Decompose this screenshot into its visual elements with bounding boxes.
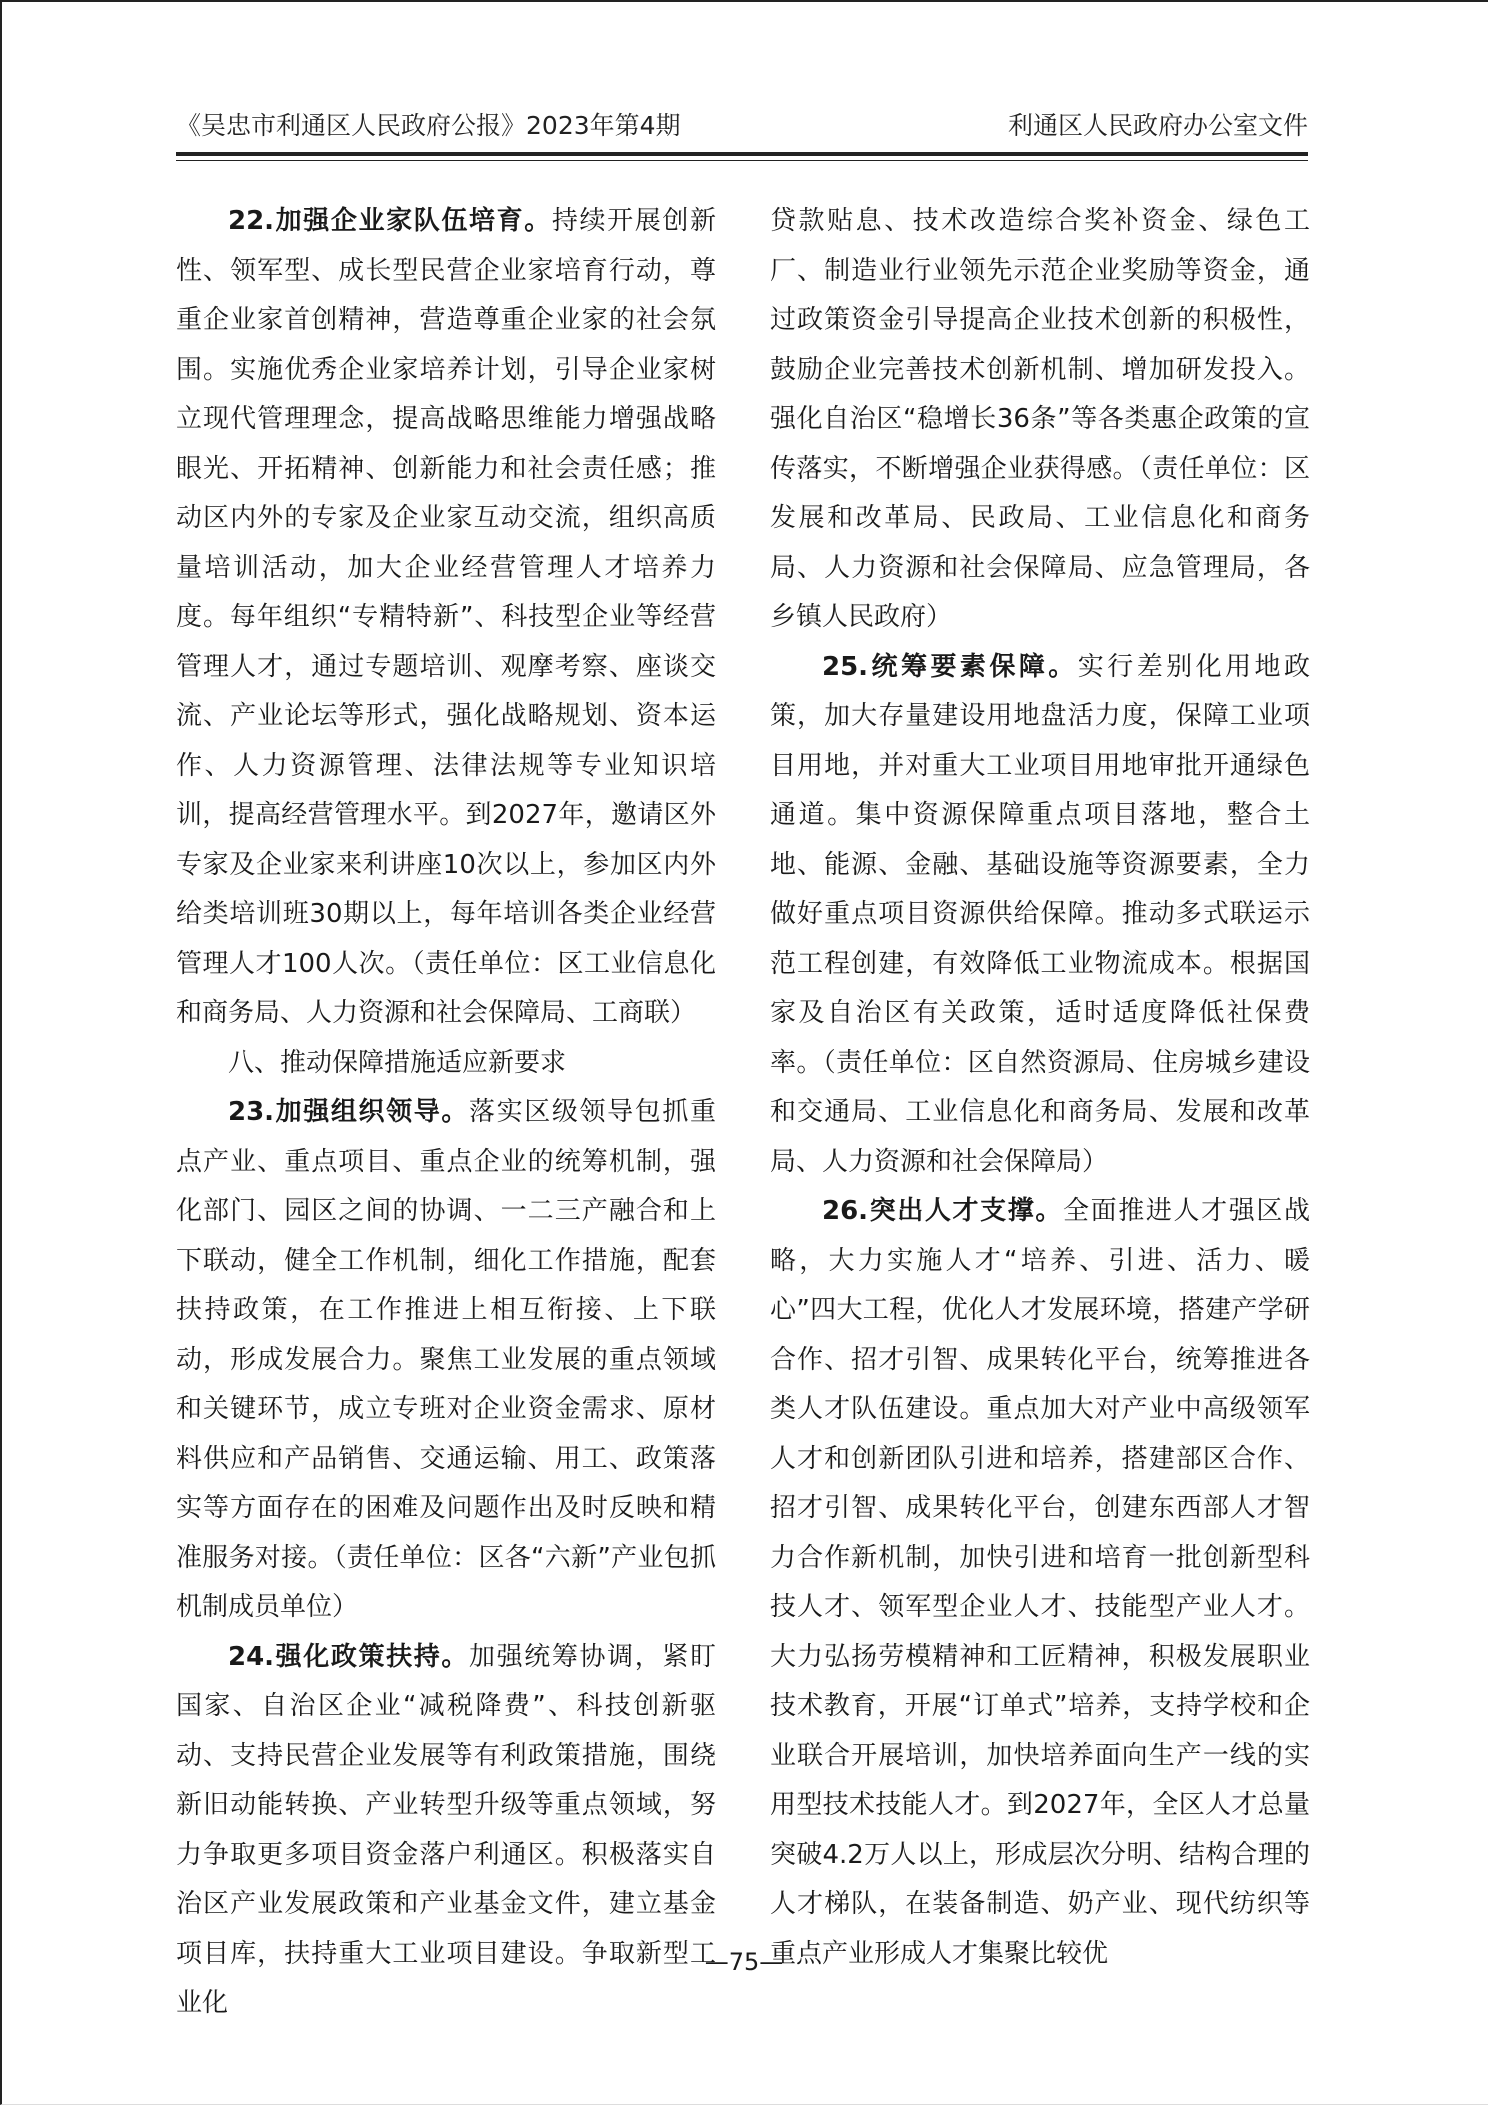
section-8-title: 八、推动保障措施适应新要求 bbox=[228, 1047, 567, 1078]
heading-23: 23.加强组织领导。 bbox=[228, 1097, 470, 1127]
paragraph-25 bbox=[770, 643, 1310, 1188]
heading-26: 26.突出人才支撑。 bbox=[822, 1196, 1064, 1226]
page-header bbox=[176, 106, 1308, 142]
paragraph-26 bbox=[770, 1187, 1310, 1979]
paragraph-26-text: 全面推进人才强区战略，大力实施人才“培养、引进、活力、暖心”四大工程，优化人才发展环境，搭建产学研合作、招才引智、成果转化平台，统筹推进各类人才队伍建设。重点加大对产业中高级领军人才和创新团队引进和培养，搭建部区合作、招才引智、成果转化平台，创建东西部人才智力合作新机制，加快引进和培育一批创新型科技人才、领军型企业人才、技能型产业人才。大力弘扬劳模精神和工匠精神，积极发展职业技术教育，开展“订单式”培养，支持学校和企业联合开展培训，加快培养面向生产一线的实用型技术技能人才。到2027年，全区人才总量突破4.2万人以上，形成层次分明、结构合理的人才梯队，在装备制造、奶产业、现代纺织等重点产业形成人才集聚比较优 bbox=[770, 1196, 1310, 1969]
heading-22: 22.加强企业家队伍培育。 bbox=[228, 206, 552, 236]
paragraph-24-continued: 贷款贴息、技术改造综合奖补资金、绿色工厂、制造业行业领先示范企业奖励等资金，通过政策资金引导提高企业技术创新的积极性，鼓励企业完善技术创新机制、增加研发投入。强化自治区“稳增长36条”等各类惠企政策的宣传落实，不断增强企业获得感。（责任单位：区发展和改革局、民政局、工业信息化和商务局、人力资源和社会保障局、应急管理局，各乡镇人民政府） bbox=[770, 206, 1310, 632]
header-publication-title: 《吴忠市利通区人民政府公报》2023年第4期 bbox=[176, 111, 681, 140]
page-number: —75— bbox=[704, 1948, 784, 1976]
header-rule-thick bbox=[176, 152, 1308, 156]
heading-25: 25.统筹要素保障。 bbox=[822, 651, 1078, 682]
header-office-name: 利通区人民政府办公室文件 bbox=[1007, 111, 1308, 140]
paragraph-22 bbox=[176, 197, 716, 1039]
paragraph-24-text: 加强统筹协调，紧盯国家、自治区企业“减税降费”、科技创新驱动、支持民营企业发展等有利政策措施，围绕新旧动能转换、产业转型升级等重点领域，努力争取更多项目资金落户利通区。积极落实自治区产业发展政策和产业基金文件，建立基金项目库，扶持重大工业项目建设。争取新型工业化 bbox=[176, 1641, 716, 2018]
header-rule-thin bbox=[176, 160, 1308, 161]
left-column bbox=[176, 197, 716, 2029]
paragraph-22-text: 持续开展创新性、领军型、成长型民营企业家培育行动，尊重企业家首创精神，营造尊重企业家的社会氛围。实施优秀企业家培养计划，引导企业家树立现代管理理念，提高战略思维能力增强战略眼光、开拓精神、创新能力和社会责任感；推动区内外的专家及企业家互动交流，组织高质量培训活动，加大企业经营管理人才培养力度。每年组织“专精特新”、科技型企业等经营管理人才，通过专题培训、观摩考察、座谈交流、产业论坛等形式，强化战略规划、资本运作、人力资源管理、法律法规等专业知识培训，提高经营管理水平。到2027年，邀请区外专家及企业家来利讲座10次以上，参加区内外给类培训班30期以上，每年培训各类企业经营管理人才100人次。（责任单位：区工业信息化和商务局、人力资源和社会保障局、工商联） bbox=[176, 206, 716, 1028]
paragraph-23 bbox=[176, 1088, 716, 1633]
heading-24: 24.强化政策扶持。 bbox=[228, 1641, 470, 1672]
paragraph-23-text: 落实区级领导包抓重点产业、重点项目、重点企业的统筹机制，强化部门、园区之间的协调、一二三产融合和上下联动，健全工作机制，细化工作措施，配套扶持政策，在工作推进上相互衔接、上下联动，形成发展合力。聚焦工业发展的重点领域和关键环节，成立专班对企业资金需求、原材料供应和产品销售、交通运输、用工、政策落实等方面存在的困难及问题作出及时反映和精准服务对接。（责任单位：区各“六新”产业包抓机制成员单位） bbox=[176, 1097, 716, 1622]
paragraph-25-text: 实行差别化用地政策，加大存量建设用地盘活力度，保障工业项目用地，并对重大工业项目用地审批开通绿色通道。集中资源保障重点项目落地，整合土地、能源、金融、基础设施等资源要素，全力做好重点项目资源供给保障。推动多式联运示范工程创建，有效降低工业物流成本。根据国家及自治区有关政策，适时适度降低社保费率。（责任单位：区自然资源局、住房城乡建设和交通局、工业信息化和商务局、发展和改革局、人力资源和社会保障局） bbox=[770, 651, 1310, 1177]
right-column bbox=[770, 197, 1310, 1979]
